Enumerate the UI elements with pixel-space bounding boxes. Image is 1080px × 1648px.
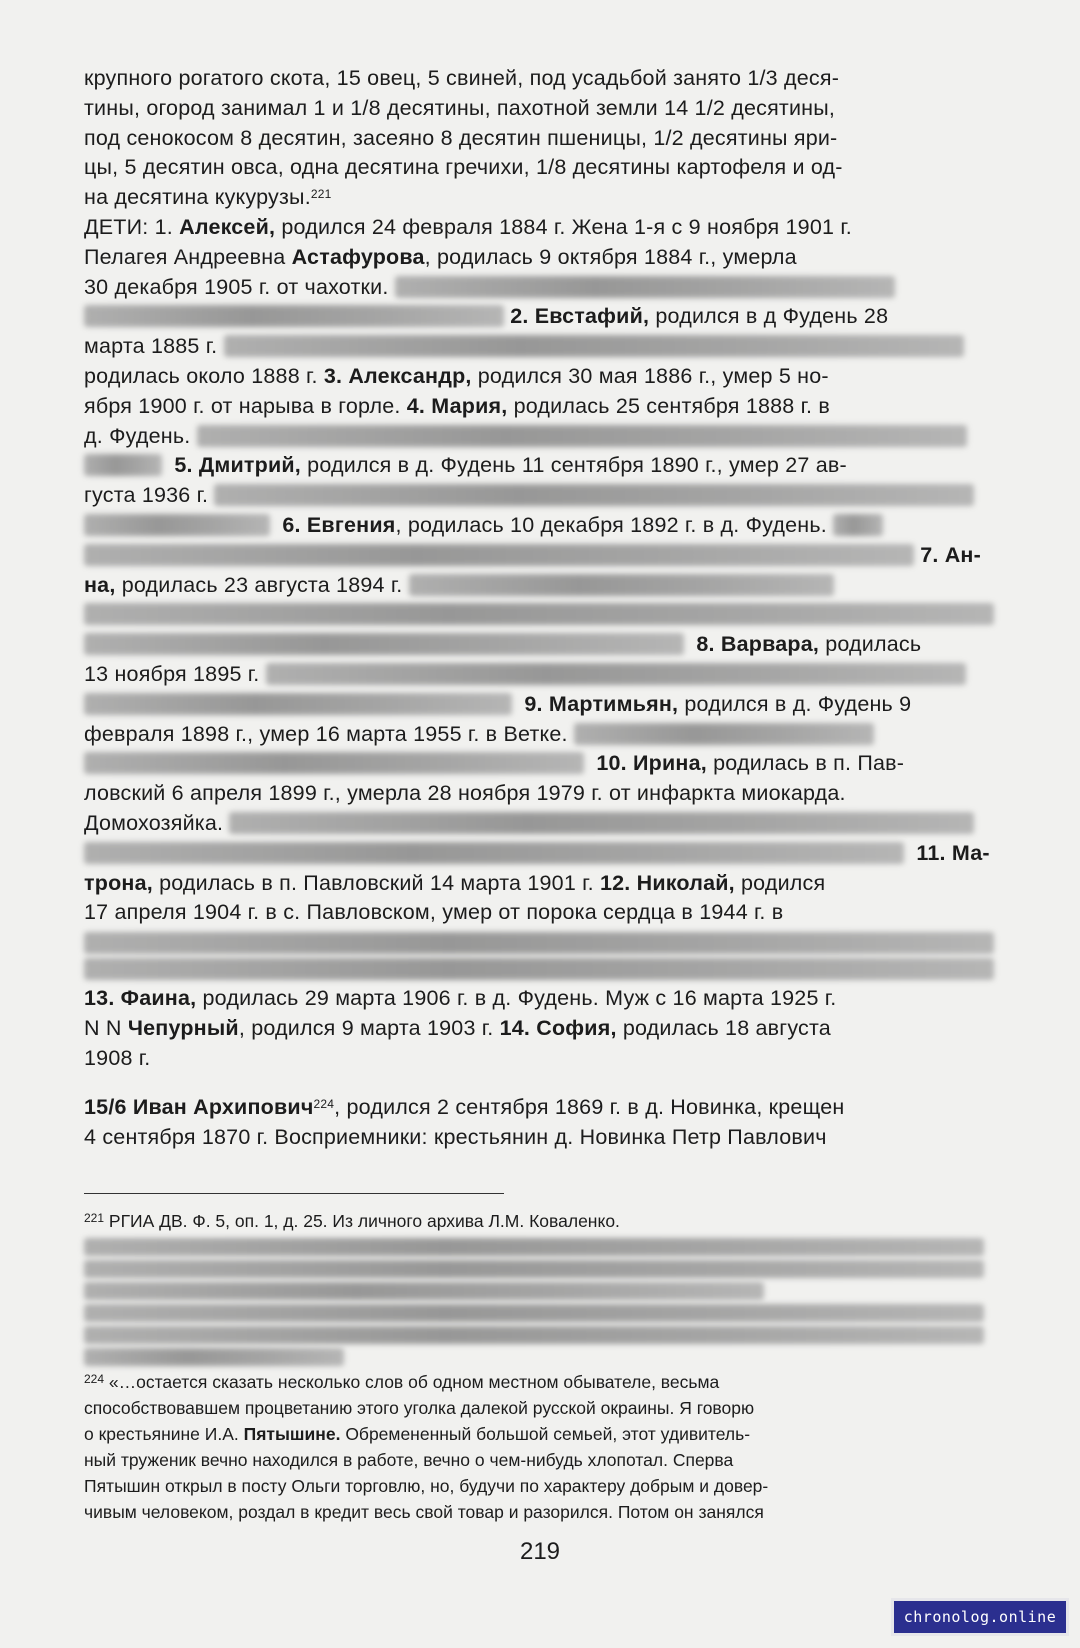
watermark-badge[interactable]	[891, 1598, 1069, 1636]
redacted-text	[84, 603, 994, 625]
text-span: родился 24 февраля 1884 г. Жена 1-я с 9 ноября 1901 г.	[275, 214, 852, 239]
redacted-text	[409, 574, 834, 596]
redacted-text	[214, 484, 974, 506]
redacted-text	[84, 932, 994, 954]
text-span: родился в д. Фудень 9	[678, 691, 912, 716]
text-line: ловский 6 апреля 1899 г., умерла 28 ноября 1979 г. от инфаркта миокарда.	[84, 781, 846, 806]
text-span: родилась 25 сентября 1888 г. в	[507, 393, 831, 418]
text-span: родился в д Фудень 28	[649, 304, 889, 329]
redacted-text	[84, 454, 162, 476]
text-line	[84, 243, 1004, 273]
text-line: ный труженик вечно находился в работе, вечно о чем-нибудь хлопотал. Сперва	[84, 1450, 734, 1470]
text-line: тины, огород занимал 1 и 1/8 десятины, пахотной земли 14 1/2 десятины,	[84, 95, 836, 120]
redacted-text	[84, 1238, 984, 1256]
text-span: родилась 18 августа	[616, 1015, 831, 1040]
text-line	[84, 660, 1004, 690]
child-name: 14. София,	[499, 1015, 617, 1040]
text-line: 4 сентября 1870 г. Восприемники: крестьянин д. Новинка Петр Павлович	[84, 1125, 827, 1150]
text-line	[84, 1073, 1004, 1093]
text-span: родилась в п. Пав-	[706, 751, 905, 776]
footnote-224	[84, 1370, 1004, 1526]
redacted-text	[84, 544, 914, 566]
text-line: цы, 5 десятин овса, одна десятина гречихи, 1/8 десятины картофеля и од-	[84, 155, 843, 180]
redacted-text	[833, 514, 883, 536]
text-line: способствовавшем процветанию этого уголка далекой русской окраины. Я говорю	[84, 1398, 755, 1418]
text-line	[84, 749, 1004, 779]
surname: Астафурова	[291, 244, 425, 269]
text-line	[84, 481, 1004, 511]
text-line	[84, 511, 1004, 541]
child-name: 7. Ан-	[920, 542, 981, 567]
text-span: , родился 9 марта 1903 г.	[238, 1015, 500, 1040]
text-line	[84, 362, 1004, 392]
text-span: родился в д. Фудень 11 сентября 1890 г., умер 27 ав-	[300, 453, 847, 478]
redacted-text	[84, 1282, 764, 1300]
text-span: родилась 29 марта 1906 г. в д. Фудень. Муж с 16 марта 1925 г.	[196, 985, 837, 1010]
surname: Чепурный	[127, 1015, 239, 1040]
text-line	[84, 541, 1004, 571]
child-name: 5. Дмитрий,	[174, 453, 301, 478]
text-span: родилась 23 августа 1894 г.	[115, 572, 403, 597]
redacted-text	[84, 633, 684, 655]
text-span: густа 1936 г.	[84, 483, 209, 508]
child-name: на,	[84, 572, 116, 597]
text-span: Домохозяйка.	[84, 810, 224, 835]
child-name: 8. Варвара,	[696, 632, 820, 657]
text-line	[84, 630, 1004, 660]
child-name: трона,	[84, 870, 153, 895]
text-line	[84, 451, 1004, 481]
child-name: 4. Мария,	[406, 393, 508, 418]
text-span: ДЕТИ: 1.	[84, 214, 180, 239]
text-line	[84, 1209, 1004, 1234]
text-line	[84, 1014, 1004, 1044]
main-text	[84, 64, 1004, 1153]
text-line: под сенокосом 8 десятин, засеяно 8 десятин пшеницы, 1/2 десятины яри-	[84, 125, 838, 150]
text-span: родился 30 мая 1886 г., умер 5 но-	[471, 363, 829, 388]
child-name: 11. Ма-	[916, 840, 990, 865]
text-line	[84, 273, 1004, 303]
text-line	[84, 213, 1004, 243]
text-line	[84, 183, 1004, 213]
child-name: 6. Евгения	[282, 512, 396, 537]
text-span: родился	[734, 870, 826, 895]
redacted-text	[197, 425, 967, 447]
text-line: чивым человеком, роздал в кредит весь свой товар и разорился. Потом он занялся	[84, 1502, 764, 1522]
person-name: 15/6 Иван Архипович	[84, 1095, 314, 1120]
text-line	[84, 302, 1004, 332]
redacted-text	[266, 663, 966, 685]
redacted-text	[84, 752, 584, 774]
redacted-text	[229, 812, 974, 834]
text-span: ября 1900 г. от нарыва в горле.	[84, 393, 407, 418]
text-span: д. Фудень.	[84, 423, 191, 448]
text-line	[84, 984, 1004, 1014]
text-line	[84, 392, 1004, 422]
redacted-text	[224, 335, 964, 357]
footnote-number: 224	[84, 1372, 105, 1386]
redacted-text	[84, 1348, 344, 1366]
text-span: , родилась 10 декабря 1892 г. в д. Фудень.	[395, 512, 827, 537]
text-span: 13 ноября 1895 г.	[84, 661, 260, 686]
text-span: родилась	[819, 632, 922, 657]
redacted-text	[84, 958, 994, 980]
footnote-text: РГИА ДВ. Ф. 5, оп. 1, д. 25. Из личного архива Л.М. Коваленко.	[104, 1211, 620, 1231]
redacted-text	[84, 305, 504, 327]
text-line: Пятышин открыл в посту Ольги торговлю, но, будучи по характеру добрым и довер-	[84, 1476, 769, 1496]
text-span: родилась в п. Павловский 14 марта 1901 г.	[152, 870, 600, 895]
redacted-text	[84, 1304, 984, 1322]
text-line: 1908 г.	[84, 1045, 151, 1070]
text-span: марта 1885 г.	[84, 334, 218, 359]
child-name: 10. Ирина,	[596, 751, 707, 776]
child-name: 2. Евстафий,	[510, 304, 650, 329]
text-span: родилась около 1888 г.	[84, 363, 324, 388]
surname: Пятышине.	[243, 1424, 341, 1444]
redacted-text	[84, 1326, 984, 1344]
text-line	[84, 571, 1004, 601]
footnote-221	[84, 1209, 1004, 1370]
page-number: 219	[519, 1538, 561, 1565]
text-line: 17 апреля 1904 г. в с. Павловском, умер от порока сердца в 1944 г. в	[84, 900, 784, 925]
redacted-text	[574, 723, 874, 745]
child-name: 13. Фаина,	[84, 985, 197, 1010]
text-span: о крестьянине И.А.	[84, 1424, 244, 1444]
footnote-ref-221: 221	[310, 187, 332, 202]
text-span: 30 декабря 1905 г. от чахотки.	[84, 274, 389, 299]
text-line	[84, 809, 1004, 839]
text-line	[84, 422, 1004, 452]
footnote-text: «…остается сказать несколько слов об одном местном обывателе, весьма	[104, 1372, 720, 1392]
text-line	[84, 869, 1004, 899]
text-span: Обремененный большой семьей, этот удивитель-	[340, 1424, 751, 1444]
footnote-number: 221	[84, 1211, 105, 1225]
text-line	[84, 332, 1004, 362]
text-span: на десятина кукурузы.	[84, 185, 311, 210]
child-name: 9. Мартимьян,	[524, 691, 679, 716]
text-line	[84, 1422, 1004, 1448]
redacted-text	[84, 514, 270, 536]
text-span: февраля 1898 г., умер 16 марта 1955 г. в Ветке.	[84, 721, 568, 746]
text-line: крупного рогатого скота, 15 овец, 5 свиней, под усадьбой занято 1/3 деся-	[84, 66, 840, 90]
text-line	[84, 600, 1004, 630]
text-line	[84, 839, 1004, 869]
text-span: N N	[84, 1015, 128, 1040]
text-span: , родилась 9 октября 1884 г., умерла	[424, 244, 797, 269]
text-span: Пелагея Андреевна	[84, 244, 292, 269]
text-span: , родился 2 сентября 1869 г. в д. Новинка, крещен	[334, 1095, 845, 1120]
redacted-text	[84, 842, 904, 864]
text-line	[84, 720, 1004, 750]
child-name: 3. Александр,	[323, 363, 472, 388]
watermark-text: chronolog.online	[903, 1608, 1057, 1626]
redacted-text	[84, 1260, 984, 1278]
text-line	[84, 1370, 1004, 1396]
text-line	[84, 690, 1004, 720]
child-name: 12. Николай,	[599, 870, 735, 895]
footnote-separator	[84, 1193, 504, 1194]
redacted-text	[84, 693, 512, 715]
footnote-ref-224: 224	[313, 1097, 335, 1112]
child-name: Алексей,	[179, 214, 276, 239]
text-line	[84, 1093, 1004, 1123]
redacted-text	[395, 276, 895, 298]
